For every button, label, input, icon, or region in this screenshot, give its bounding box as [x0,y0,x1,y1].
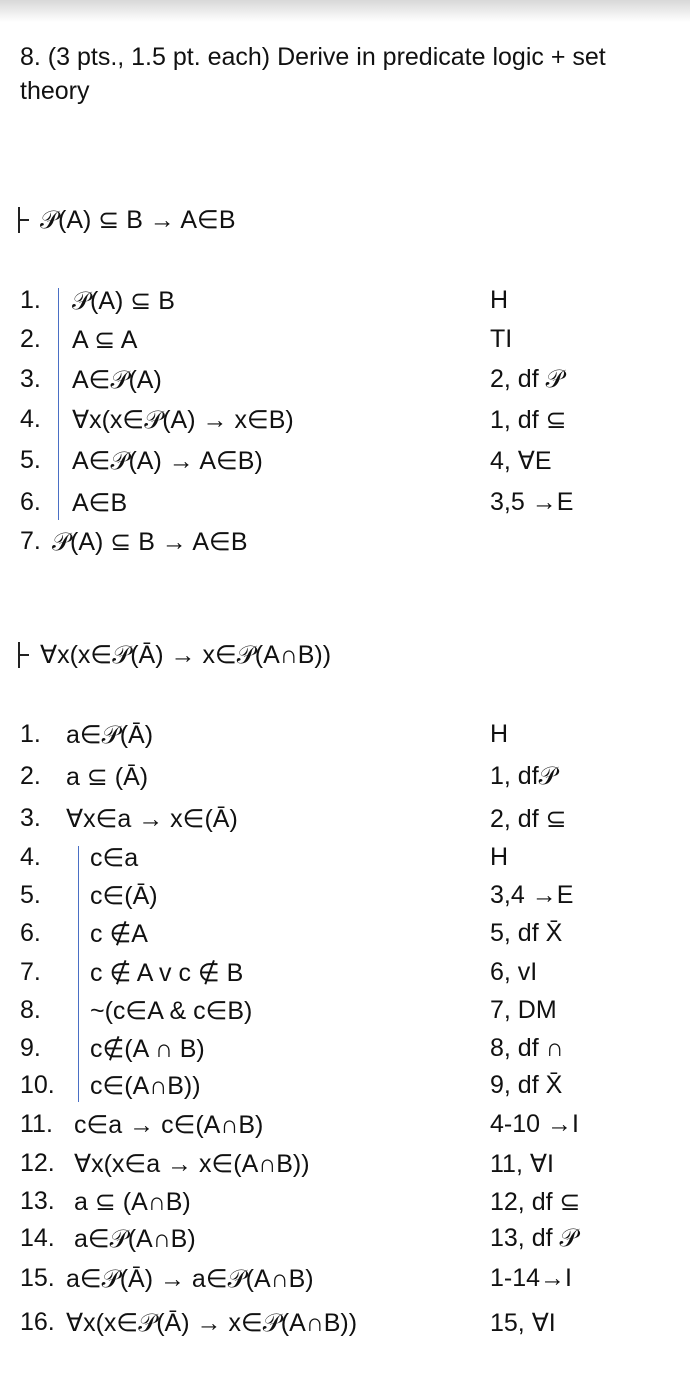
line-number: 10. [20,1071,55,1099]
line-number: 7. [20,527,41,555]
line-number: 14. [20,1224,55,1252]
line-number: 2. [20,762,41,790]
line-justification: 4, ∀E [490,447,552,475]
line-formula: c∈(Ā) [90,882,158,910]
line-justification: 1, df𝒫 [490,762,557,790]
proof1-goal-text: 𝒫(A) ⊆ B → A∈B [40,206,236,234]
line-formula: a∈𝒫(A∩B) [74,1225,196,1253]
line-justification: 2, df ⊆ [490,805,567,833]
line-formula: 𝒫(A) ⊆ B → A∈B [52,528,248,556]
line-formula: A∈𝒫(A) [72,366,162,394]
line-formula: 𝒫(A) ⊆ B [72,287,175,315]
line-justification: H [490,720,509,748]
line-justification: 9, df X̄ [490,1071,563,1099]
line-number: 5. [20,881,41,909]
line-justification: 3,4 →E [490,881,574,909]
line-justification: 3,5 →E [490,488,574,516]
line-justification: 8, df ∩ [490,1034,564,1062]
line-justification: H [490,286,509,314]
line-formula: c ∉A [90,920,148,948]
line-justification: 12, df ⊆ [490,1188,581,1216]
line-number: 7. [20,958,41,986]
line-formula: ∀x(x∈𝒫(A) → x∈B) [72,406,294,434]
line-number: 15. [20,1264,55,1292]
line-formula: c∈a → c∈(A∩B) [74,1111,264,1139]
line-number: 6. [20,488,41,516]
line-number: 9. [20,1034,41,1062]
line-number: 3. [20,804,41,832]
top-shadow-bar [0,0,690,22]
line-justification: 13, df 𝒫 [490,1224,578,1252]
line-justification: TI [490,325,513,353]
line-justification: 1-14→I [490,1264,572,1292]
line-number: 4. [20,843,41,871]
turnstile-icon [18,642,30,668]
line-formula: ∀x(x∈a → x∈(A∩B)) [74,1150,310,1178]
line-number: 3. [20,365,41,393]
line-justification: 5, df X̄ [490,919,563,947]
line-formula: a∈𝒫(Ā) [66,721,154,749]
line-justification: 15, ∀I [490,1309,556,1337]
line-number: 16. [20,1308,55,1336]
line-number: 13. [20,1187,55,1215]
line-justification: 7, DM [490,996,557,1024]
line-justification: 6, vI [490,958,538,986]
proof1-subproof-scope-line [58,288,59,520]
line-formula: c∈(A∩B)) [90,1072,201,1100]
line-formula: ∀x(x∈𝒫(Ā) → x∈𝒫(A∩B)) [66,1309,358,1337]
line-formula: a ⊆ (Ā) [66,763,149,791]
line-formula: ∀x∈a → x∈(Ā) [66,805,238,833]
proof2-goal-text: ∀x(x∈𝒫(Ā) → x∈𝒫(A∩B)) [40,641,332,669]
proof1-goal [18,205,236,235]
line-number: 5. [20,446,41,474]
line-formula: A ⊆ A [72,326,138,354]
line-formula: A∈𝒫(A) → A∈B) [72,447,263,475]
line-formula: c ∉ A v c ∉ B [90,959,244,987]
line-justification: 2, df 𝒫 [490,365,564,393]
line-number: 12. [20,1149,55,1177]
line-justification: 4-10 →I [490,1110,579,1138]
proof2-goal [18,640,331,670]
line-formula: c∉(A ∩ B) [90,1035,205,1063]
line-justification: 11, ∀I [490,1150,554,1178]
problem-heading: 8. (3 pts., 1.5 pt. each) Derive in predicate logic + set theory [20,43,606,105]
line-formula: a ⊆ (A∩B) [74,1188,191,1216]
line-formula: c∈a [90,844,139,872]
line-justification: H [490,843,509,871]
line-number: 1. [20,286,41,314]
line-number: 1. [20,720,41,748]
line-number: 2. [20,325,41,353]
line-formula: A∈B [72,489,128,517]
line-number: 8. [20,996,41,1024]
proof2-subproof-scope-line [78,846,79,1102]
line-formula: ~(c∈A & c∈B) [90,997,253,1025]
turnstile-icon [18,207,30,233]
line-number: 11. [20,1110,53,1138]
line-number: 6. [20,919,41,947]
line-justification: 1, df ⊆ [490,406,567,434]
line-number: 4. [20,405,41,433]
line-formula: a∈𝒫(Ā) → a∈𝒫(A∩B) [66,1265,314,1293]
